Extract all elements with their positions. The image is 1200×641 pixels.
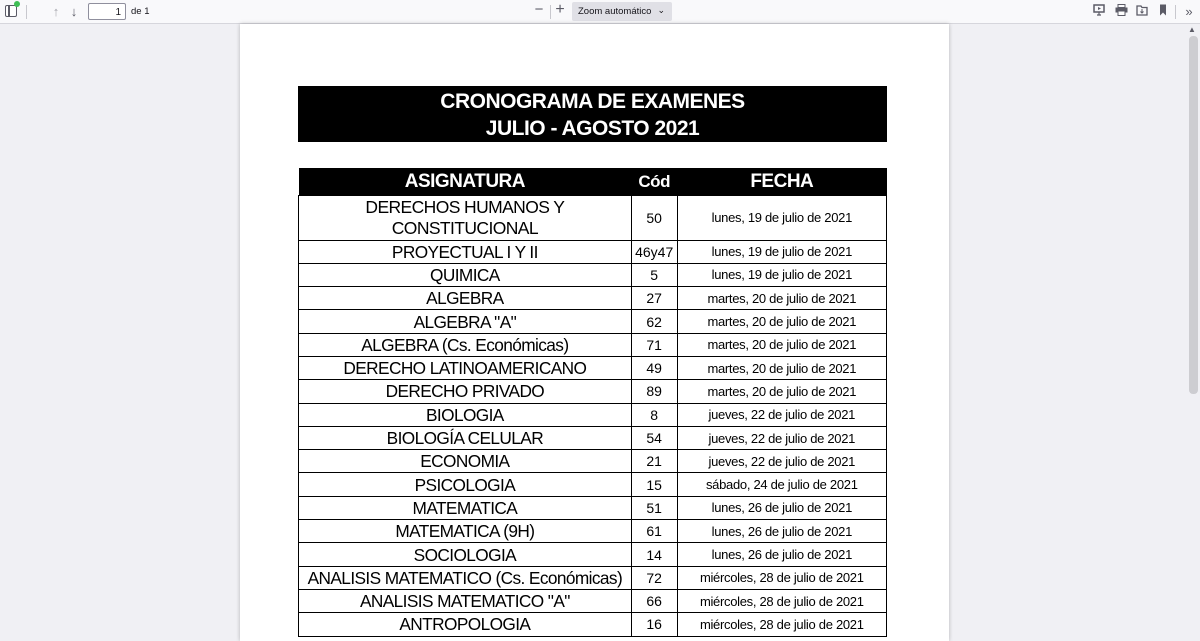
header-subject: ASIGNATURA — [299, 168, 632, 195]
date-cell: lunes, 19 de julio de 2021 — [677, 195, 886, 240]
code-cell: 49 — [631, 356, 677, 379]
code-cell: 27 — [631, 287, 677, 310]
table-row — [299, 287, 887, 310]
title-line-2: JULIO - AGOSTO 2021 — [485, 117, 700, 140]
table-row — [299, 240, 887, 263]
presentation-icon[interactable] — [1091, 4, 1107, 20]
table-row — [299, 263, 887, 286]
scroll-up-arrow-icon[interactable]: ▲ — [1188, 25, 1196, 34]
zoom-select[interactable] — [572, 2, 672, 21]
subject-cell: BIOLOGIA — [299, 403, 632, 426]
plus-icon[interactable]: + — [555, 1, 565, 18]
subject-cell: DERECHOS HUMANOS Y CONSTITUCIONAL — [299, 195, 632, 240]
table-row — [299, 589, 887, 612]
subject-cell: MATEMATICA — [299, 496, 632, 519]
arrow-down-icon[interactable]: ↓ — [70, 4, 78, 19]
subject-cell: QUIMICA — [299, 263, 632, 286]
code-cell: 15 — [631, 473, 677, 496]
subject-cell: ALGEBRA (Cs. Económicas) — [299, 333, 632, 356]
zoom-select-value: Zoom automático — [578, 6, 652, 17]
subject-cell: ALGEBRA — [299, 287, 632, 310]
date-cell: lunes, 26 de julio de 2021 — [677, 543, 886, 566]
code-cell: 5 — [631, 263, 677, 286]
subject-cell: ANTROPOLOGIA — [299, 613, 632, 636]
minus-icon[interactable]: − — [534, 1, 544, 18]
table-row — [299, 566, 887, 589]
code-cell: 72 — [631, 566, 677, 589]
date-cell: martes, 20 de julio de 2021 — [677, 356, 886, 379]
date-cell: sábado, 24 de julio de 2021 — [677, 473, 886, 496]
date-cell: jueves, 22 de julio de 2021 — [677, 403, 886, 426]
table-row — [299, 426, 887, 449]
date-cell: miércoles, 28 de julio de 2021 — [677, 613, 886, 636]
code-cell: 8 — [631, 403, 677, 426]
code-cell: 89 — [631, 380, 677, 403]
table-row — [299, 403, 887, 426]
header-date: FECHA — [677, 168, 886, 195]
arrow-up-icon[interactable]: ↑ — [52, 4, 60, 19]
document-title — [298, 86, 887, 142]
table-row — [299, 310, 887, 333]
scrollbar[interactable] — [1186, 24, 1200, 641]
exam-schedule-table — [298, 168, 887, 637]
table-row — [299, 450, 887, 473]
table-row — [299, 496, 887, 519]
double-chevron-right-icon[interactable]: » — [1185, 4, 1193, 19]
table-row — [299, 473, 887, 496]
date-cell: jueves, 22 de julio de 2021 — [677, 426, 886, 449]
code-cell: 16 — [631, 613, 677, 636]
chevron-down-icon: ⌄ — [657, 5, 665, 15]
subject-cell: SOCIOLOGIA — [299, 543, 632, 566]
table-header-row — [299, 168, 887, 195]
date-cell: lunes, 19 de julio de 2021 — [677, 263, 886, 286]
date-cell: martes, 20 de julio de 2021 — [677, 333, 886, 356]
date-cell: lunes, 26 de julio de 2021 — [677, 496, 886, 519]
subject-cell: PSICOLOGIA — [299, 473, 632, 496]
toolbar-separator — [26, 5, 27, 19]
date-cell: jueves, 22 de julio de 2021 — [677, 450, 886, 473]
subject-cell: ANALISIS MATEMATICO "A" — [299, 589, 632, 612]
table-row — [299, 380, 887, 403]
table-row — [299, 195, 887, 240]
code-cell: 21 — [631, 450, 677, 473]
subject-cell: ALGEBRA "A" — [299, 310, 632, 333]
code-cell: 14 — [631, 543, 677, 566]
toolbar-separator — [550, 5, 551, 19]
bookmark-icon[interactable] — [1155, 4, 1171, 20]
subject-cell: DERECHO PRIVADO — [299, 380, 632, 403]
subject-cell: ECONOMIA — [299, 450, 632, 473]
date-cell: lunes, 26 de julio de 2021 — [677, 520, 886, 543]
code-cell: 66 — [631, 589, 677, 612]
toolbar-separator — [1175, 5, 1176, 19]
page-number-input[interactable] — [88, 3, 126, 20]
code-cell: 71 — [631, 333, 677, 356]
date-cell: martes, 20 de julio de 2021 — [677, 380, 886, 403]
subject-cell: PROYECTUAL I Y II — [299, 240, 632, 263]
table-row — [299, 543, 887, 566]
title-line-1: CRONOGRAMA DE EXAMENES — [440, 90, 745, 113]
notification-dot — [14, 1, 20, 7]
print-icon[interactable] — [1113, 4, 1129, 20]
table-row — [299, 613, 887, 636]
scrollbar-thumb[interactable] — [1189, 36, 1198, 394]
header-code: Cód — [631, 168, 677, 195]
code-cell: 50 — [631, 195, 677, 240]
pdf-page — [240, 24, 949, 641]
date-cell: martes, 20 de julio de 2021 — [677, 310, 886, 333]
table-row — [299, 356, 887, 379]
date-cell: miércoles, 28 de julio de 2021 — [677, 566, 886, 589]
subject-cell: MATEMATICA (9H) — [299, 520, 632, 543]
subject-cell: ANALISIS MATEMATICO (Cs. Económicas) — [299, 566, 632, 589]
code-cell: 46y47 — [631, 240, 677, 263]
table-row — [299, 333, 887, 356]
date-cell: lunes, 19 de julio de 2021 — [677, 240, 886, 263]
code-cell: 51 — [631, 496, 677, 519]
code-cell: 61 — [631, 520, 677, 543]
code-cell: 54 — [631, 426, 677, 449]
save-icon[interactable] — [1134, 4, 1150, 20]
date-cell: martes, 20 de julio de 2021 — [677, 287, 886, 310]
table-row — [299, 520, 887, 543]
subject-cell: BIOLOGÍA CELULAR — [299, 426, 632, 449]
pdf-toolbar — [0, 0, 1200, 24]
date-cell: miércoles, 28 de julio de 2021 — [677, 589, 886, 612]
page-count-label: de 1 — [131, 6, 150, 17]
subject-cell: DERECHO LATINOAMERICANO — [299, 356, 632, 379]
code-cell: 62 — [631, 310, 677, 333]
